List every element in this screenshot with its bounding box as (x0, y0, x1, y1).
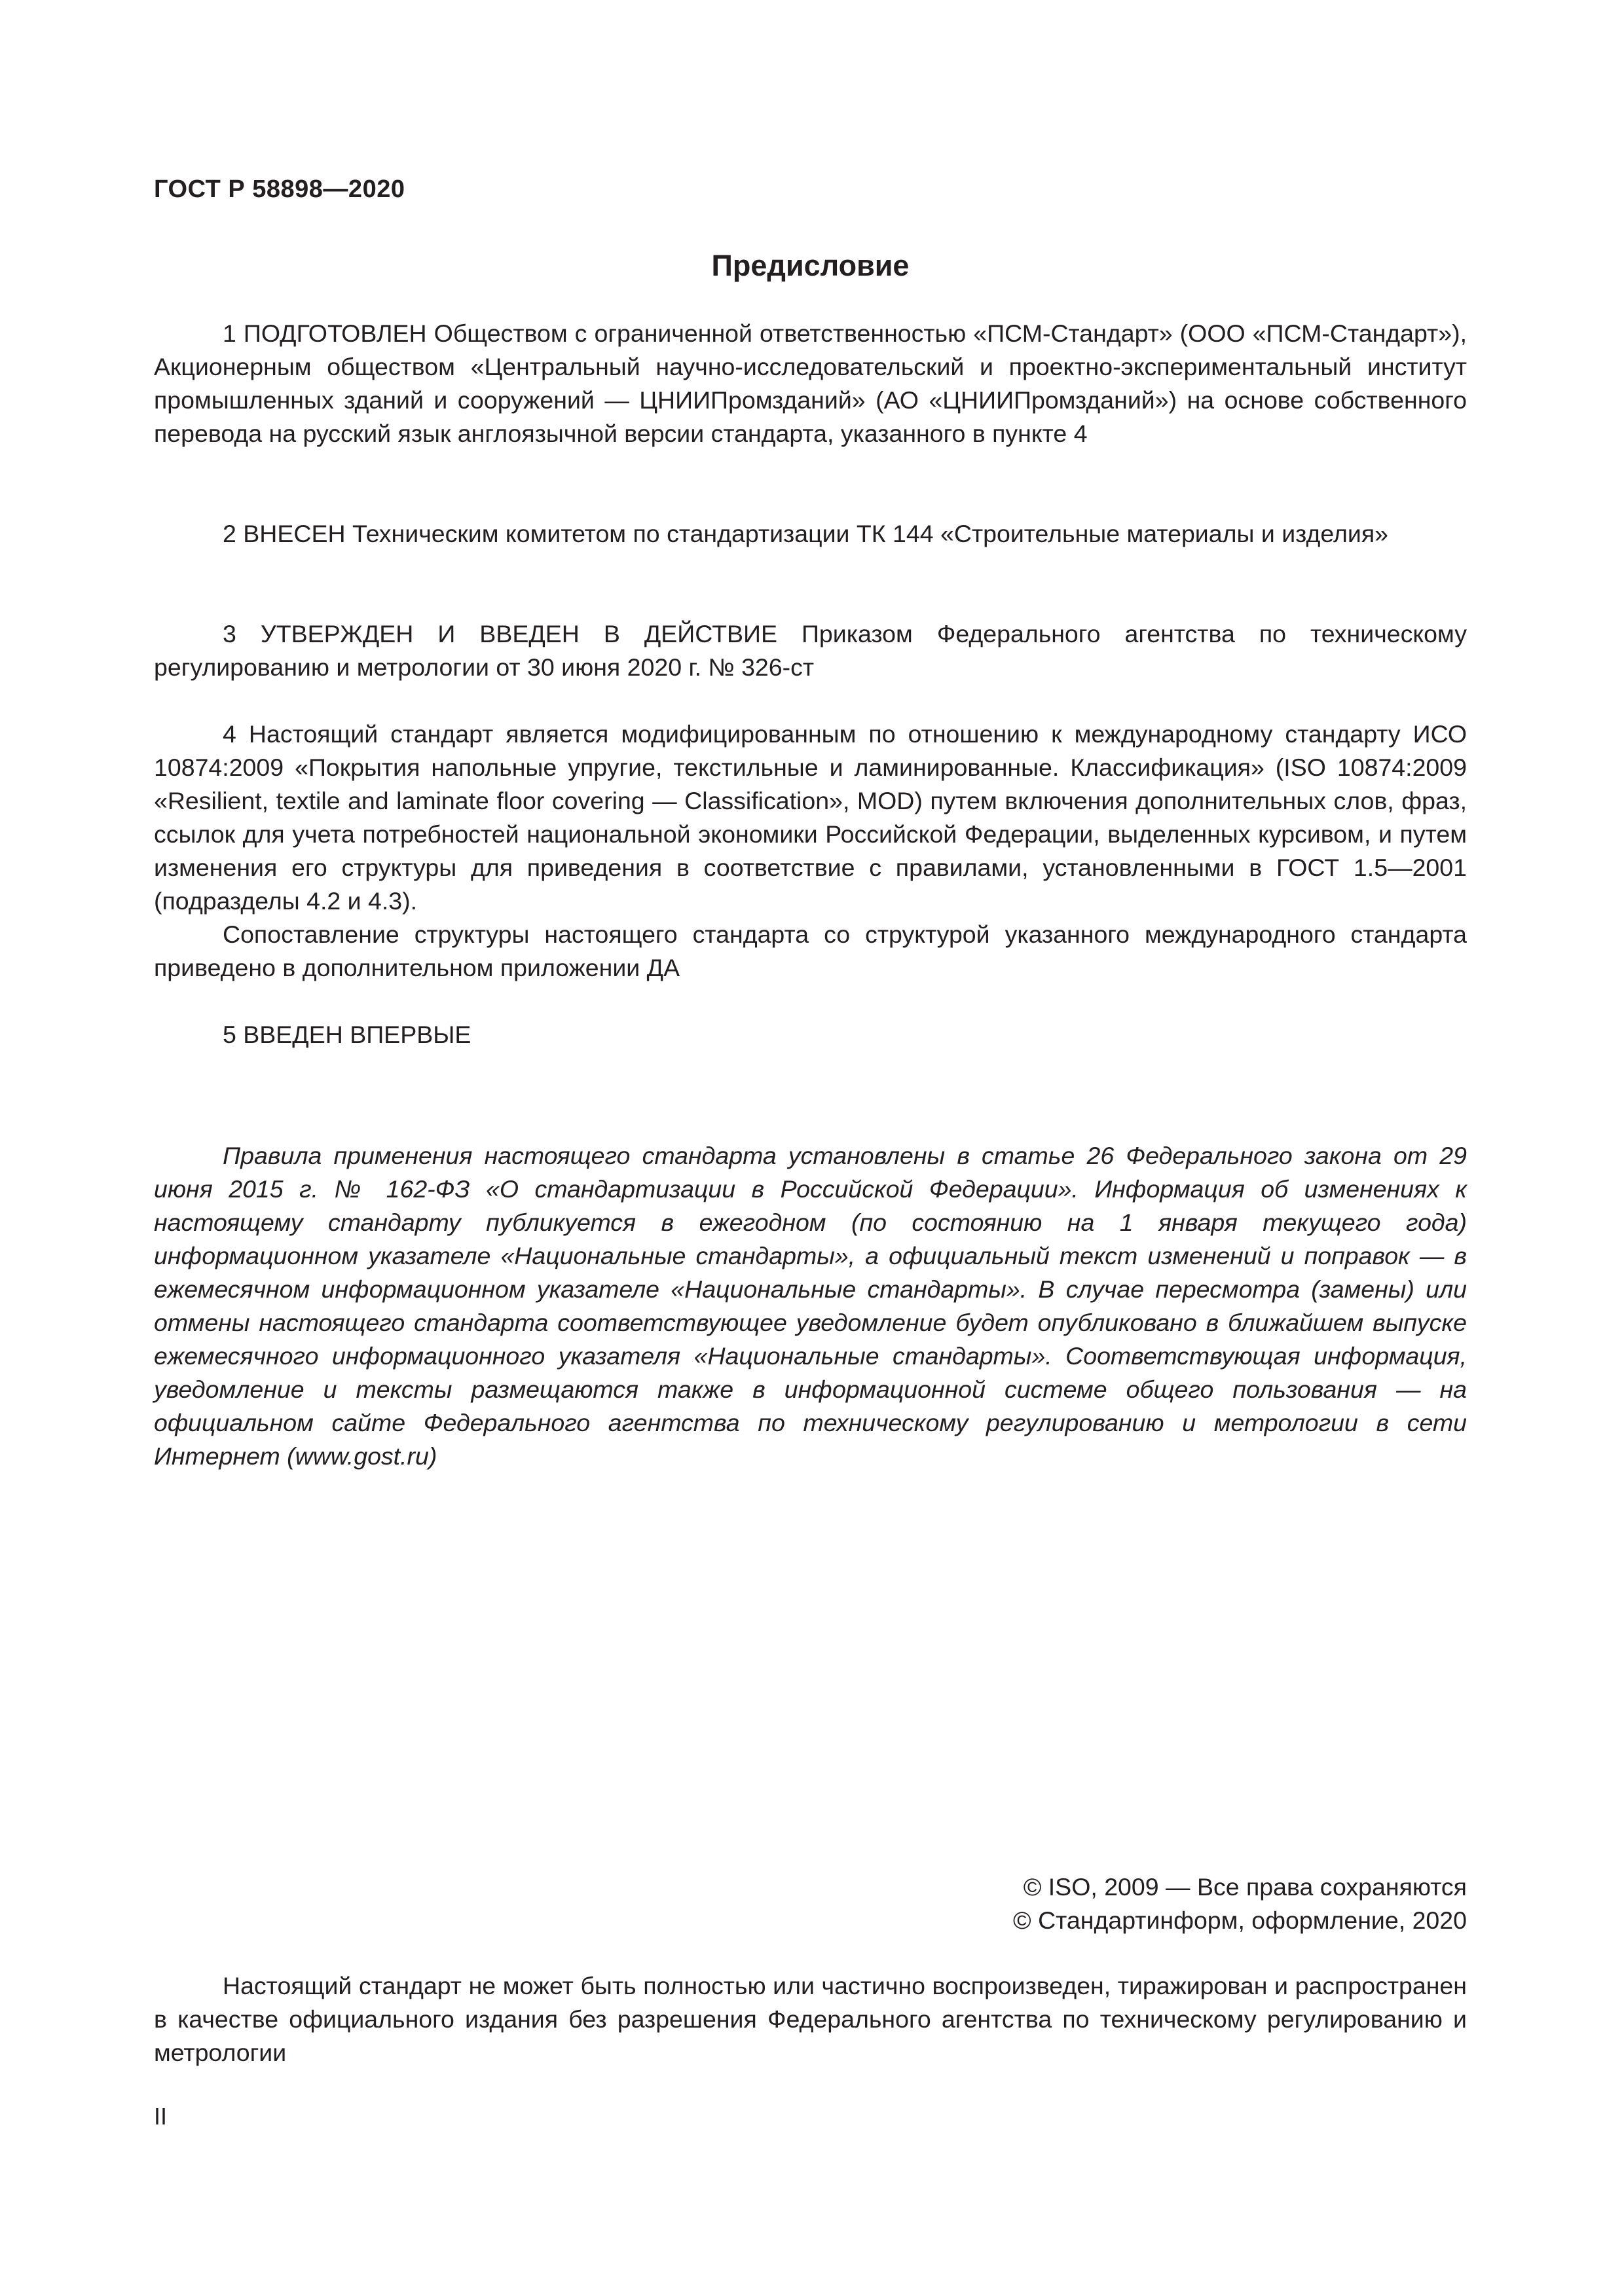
page-number: II (154, 2103, 168, 2130)
preface-section-1 (154, 317, 1467, 484)
preface-section-5 (154, 1018, 1467, 1051)
preface-item-2: 2 ВНЕСЕН Техническим комитетом по стандартизации ТК 144 «Строительные материалы и изделия» (223, 520, 1389, 547)
copyright-standartinform: © Стандартинформ, оформление, 2020 (1013, 1906, 1467, 1934)
preface-item-3: 3 УТВЕРЖДЕН И ВВЕДЕН В ДЕЙСТВИЕ Приказом Федерального агентства по техническому регулированию и метрологии от 30 июня 2020 г. № 326-ст (154, 620, 1467, 681)
document-id: ГОСТ Р 58898—2020 (154, 175, 405, 203)
preface-item-4-comparison: Сопоставление структуры настоящего стандарта со структурой указанного международного стандарта приведено в дополнительном приложении ДА (154, 920, 1467, 981)
preface-section-2 (154, 517, 1467, 551)
preface-section-3 (154, 617, 1467, 684)
application-rules-text: Правила применения настоящего стандарта установлены в статье 26 Федерального закона от 29 июня 2015 г. № 162-ФЗ «О стандартизации в Российской Федерации». Информация об изменениях к настоящему стандарту публикуется в ежегодном (по состоянию на 1 января текущего года) информационном указателе «Национальные стандарты», а официальный текст изменений и поправок — в ежемесячном информационном указателе «Национальные стандарты». В случае пересмотра (замены) или отмены настоящего стандарта соответствующее уведомление будет опубликовано в ближайшем выпуске ежемесячного информационного указателя «Национальные стандарты». Соответствующая информация, уведомление и тексты размещаются также в информационной системе общего пользования — на официальном сайте Федерального агентства по техническому регулированию и метрологии в сети Интернет (www.gost.ru) (154, 1142, 1467, 1470)
preface-item-4: 4 Настоящий стандарт является модифицированным по отношению к международному стандарту ИСО 10874:2009 «Покрытия напольные упругие, текстильные и ламинированные. Классификация» (ISO 10874:2009 «Resilient, textile and laminate floor covering — Classification», MOD) путем включения дополнительных слов, фраз, ссылок для учета потребностей национальной экономики Российской Федерации, выделенных курсивом, и путем изменения его структуры для приведения в соответствие с правилами, установленными в ГОСТ 1.5—2001 (подразделы 4.2 и 4.3). (154, 720, 1467, 915)
preface-item-1: 1 ПОДГОТОВЛЕН Обществом с ограниченной ответственностью «ПСМ-Стандарт» (ООО «ПСМ-Стандарт»), Акционерным обществом «Центральный научно-исследовательский и проектно-экспериментальный институт промышленных зданий и сооружений — ЦНИИПромзданий» (АО «ЦНИИПромзданий») на основе собственного перевода на русский язык англоязычной версии стандарта, указанного в пункте 4 (154, 319, 1467, 447)
copyright-iso: © ISO, 2009 — Все права сохраняются (1023, 1873, 1467, 1901)
copyright-block (154, 1870, 1467, 1937)
page-title: Предисловие (711, 249, 910, 282)
reproduction-notice: Настоящий стандарт не может быть полностью или частично воспроизведен, тиражирован и распространен в качестве официального издания без разрешения Федерального агентства по техническому регулированию и метрологии (154, 1972, 1467, 2066)
preface-item-5: 5 ВВЕДЕН ВПЕРВЫЕ (223, 1021, 471, 1048)
preface-section-4 (154, 718, 1467, 985)
